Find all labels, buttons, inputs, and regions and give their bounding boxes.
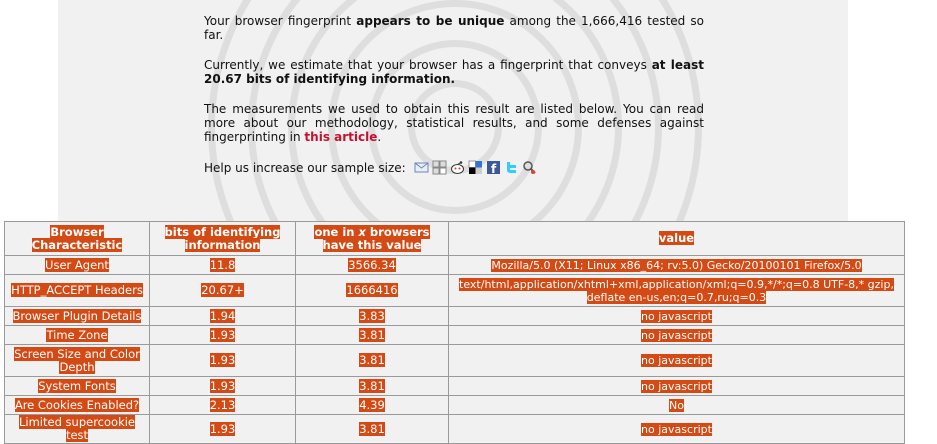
bits-cell — [150, 396, 296, 415]
stumbleupon-icon[interactable] — [522, 160, 537, 175]
email-icon[interactable] — [414, 160, 429, 175]
table-row — [5, 377, 905, 396]
reddit-icon[interactable] — [450, 160, 465, 175]
bits-result: at least 20.67 bits of identifying information. — [204, 58, 704, 86]
cell-text: 3566.34 — [348, 257, 396, 272]
value-cell — [449, 396, 905, 415]
characteristic-cell — [5, 326, 150, 345]
bits-cell — [150, 415, 296, 444]
table-row — [5, 256, 905, 275]
twitter-icon[interactable] — [504, 160, 519, 175]
characteristic-cell — [5, 345, 150, 377]
cell-text: no javascript — [641, 354, 712, 367]
article-link[interactable]: this article — [304, 130, 378, 144]
value-cell — [449, 307, 905, 326]
cell-text: 3.81 — [359, 421, 385, 436]
cell-text: 1666416 — [346, 283, 398, 297]
cell-text: 1.93 — [209, 421, 236, 436]
cell-text: Mozilla/5.0 (X11; Linux x86_64; rv:5.0) Gecko/20100101 Firefox/5.0 — [491, 258, 862, 272]
header-one-in-x — [296, 222, 449, 256]
methodology-statement — [204, 102, 704, 144]
cell-text: 20.67+ — [201, 283, 244, 297]
cell-text: 3.81 — [359, 353, 385, 367]
svg-text:f: f — [490, 162, 496, 175]
value-cell — [449, 256, 905, 275]
header-value — [449, 222, 905, 256]
cell-text: 3.83 — [359, 308, 385, 323]
characteristic-cell — [5, 415, 150, 444]
bits-cell — [150, 256, 296, 275]
cell-text: Screen Size and Color Depth — [14, 346, 140, 374]
cell-text: no javascript — [641, 379, 712, 393]
cell-text: 1.94 — [209, 308, 236, 323]
text: x — [358, 224, 366, 239]
value-cell — [449, 345, 905, 377]
value-cell — [449, 415, 905, 444]
cell-text: 1.93 — [209, 378, 236, 393]
bits-cell — [150, 326, 296, 345]
share-label: Help us increase our sample size: — [204, 160, 406, 175]
uniqueness-statement — [204, 14, 704, 42]
text: one in — [314, 224, 359, 239]
cell-text: 1.93 — [209, 327, 236, 342]
characteristic-cell — [5, 275, 150, 307]
cell-text: no javascript — [641, 309, 712, 323]
table-row — [5, 275, 905, 307]
table-row — [5, 345, 905, 377]
bits-statement — [204, 58, 704, 86]
header-label: value — [658, 231, 695, 245]
characteristic-cell — [5, 396, 150, 415]
one-in-cell — [296, 326, 449, 345]
cell-text: 4.39 — [359, 397, 385, 412]
header-label: Browser Characteristic — [31, 224, 123, 252]
text: Currently, we estimate that your browser has a fingerprint that conveys — [204, 58, 652, 72]
unique-result: appears to be unique — [356, 14, 505, 28]
table-header-row — [5, 222, 905, 256]
value-cell — [449, 275, 905, 307]
cell-text: HTTP_ACCEPT Headers — [11, 283, 143, 297]
characteristic-cell — [5, 256, 150, 275]
cell-text: 3.81 — [359, 378, 385, 393]
bits-cell — [150, 307, 296, 326]
text: browsers have this value — [322, 224, 430, 252]
characteristic-cell — [5, 377, 150, 396]
cell-text: 1.93 — [209, 353, 236, 367]
table-row — [5, 396, 905, 415]
header-label: bits of identifying information — [164, 224, 281, 252]
cell-text: no javascript — [641, 422, 712, 436]
text: . — [377, 130, 382, 144]
text: among the 1,666,416 tested so far. — [204, 14, 704, 42]
bits-cell — [150, 377, 296, 396]
one-in-cell — [296, 345, 449, 377]
value-cell — [449, 326, 905, 345]
cell-text: No — [669, 398, 684, 412]
one-in-cell — [296, 275, 449, 307]
text: The measurements we used to obtain this result are listed below. You can read more about our methodology, statistical results, and some defenses against fingerprinting in — [204, 102, 704, 144]
characteristic-cell — [5, 307, 150, 326]
share-icons — [414, 160, 537, 175]
cell-text: Are Cookies Enabled? — [14, 397, 140, 412]
cell-text: no javascript — [641, 328, 712, 342]
delicious-icon[interactable] — [468, 160, 483, 175]
one-in-cell — [296, 256, 449, 275]
table-row — [5, 415, 905, 444]
cell-text: 3.81 — [359, 327, 385, 342]
cell-text: 11.8 — [209, 257, 236, 272]
one-in-cell — [296, 307, 449, 326]
one-in-cell — [296, 377, 449, 396]
cell-text: Browser Plugin Details — [12, 308, 142, 323]
cell-text: Time Zone — [46, 327, 108, 342]
intro-text — [204, 14, 704, 175]
facebook-icon[interactable] — [486, 160, 501, 175]
bits-cell — [150, 345, 296, 377]
cell-text: Limited supercookie test — [19, 415, 135, 442]
digg-icon[interactable] — [432, 160, 447, 175]
header-bits — [150, 222, 296, 256]
bits-cell — [150, 275, 296, 307]
cell-text: System Fonts — [38, 378, 116, 393]
value-cell — [449, 377, 905, 396]
table-row — [5, 307, 905, 326]
text: Your browser fingerprint — [204, 14, 357, 28]
table-row — [5, 326, 905, 345]
cell-text: text/html,application/xhtml+xml,application/xml;q=0.9,*/*;q=0.8 UTF-8,* gzip, deflate en-us,en;q=0.7,ru;q=0.3 — [459, 277, 894, 304]
cell-text: 2.13 — [209, 397, 236, 412]
fingerprint-table — [4, 221, 905, 444]
cell-text: User Agent — [45, 257, 109, 272]
header-label — [314, 225, 429, 252]
header-characteristic — [5, 222, 150, 256]
one-in-cell — [296, 396, 449, 415]
share-row — [204, 160, 704, 175]
one-in-cell — [296, 415, 449, 444]
